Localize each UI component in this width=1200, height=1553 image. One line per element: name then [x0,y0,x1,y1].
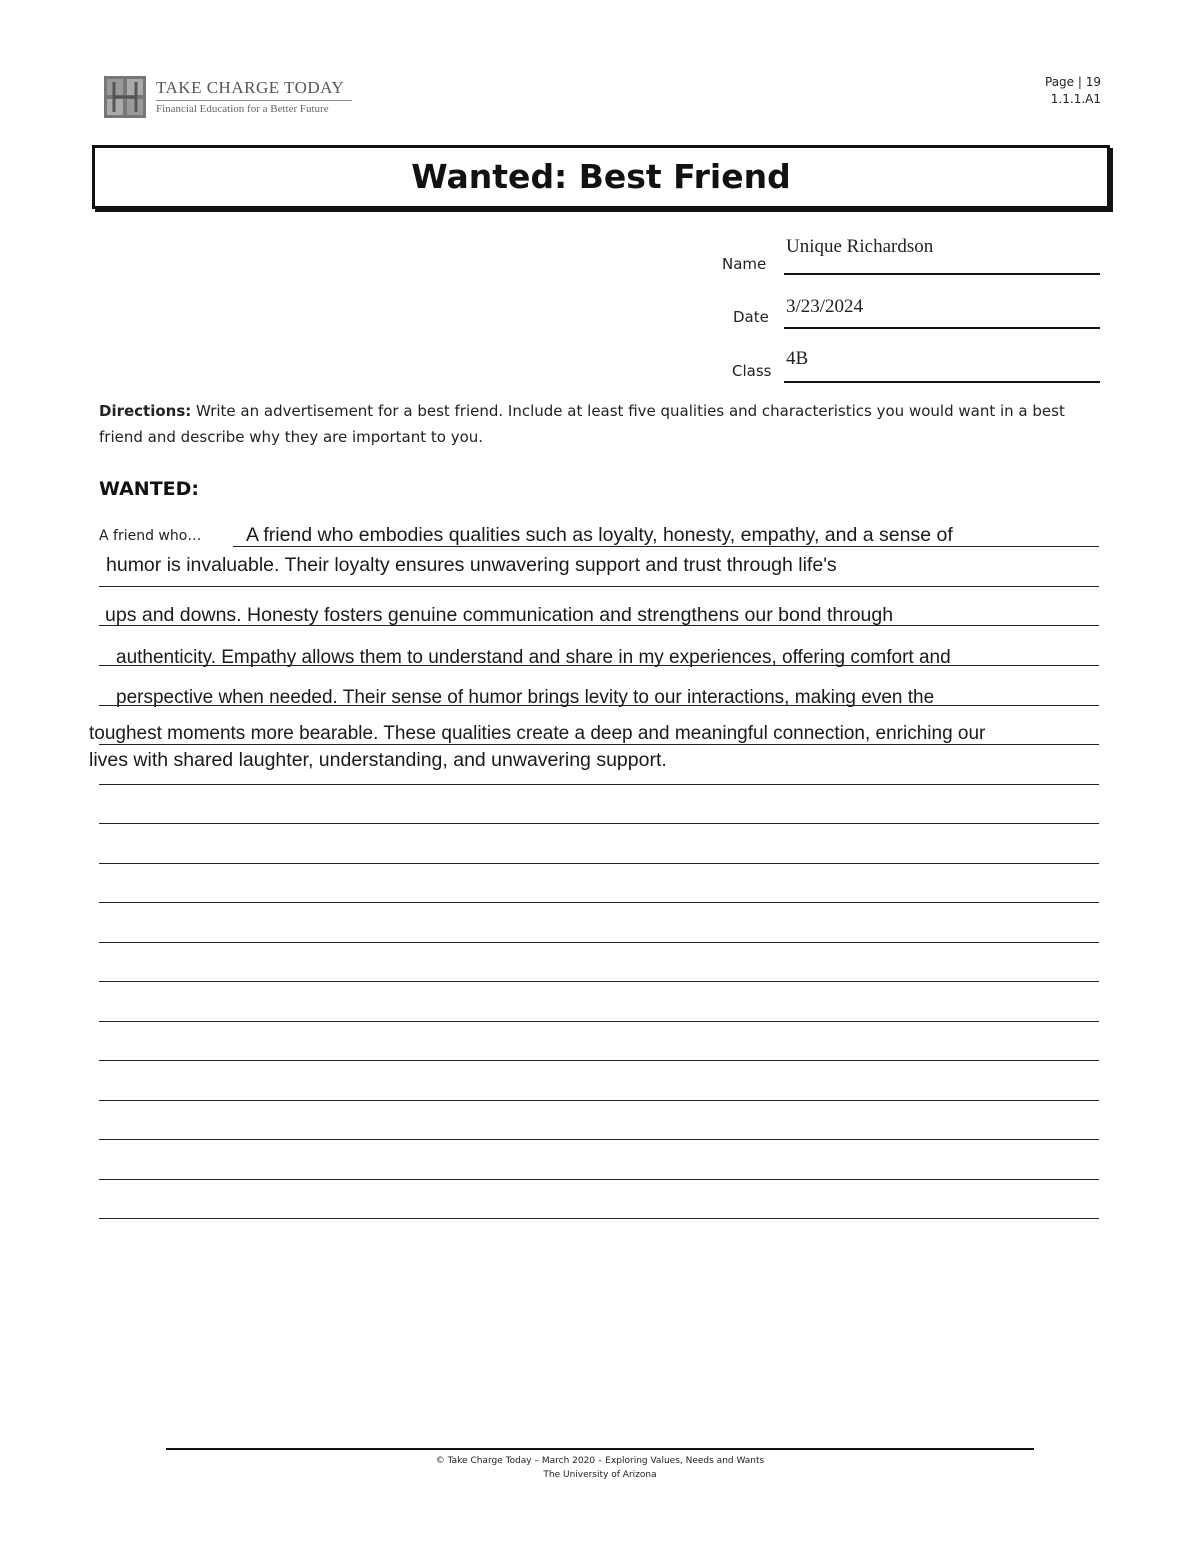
writing-line [99,1218,1099,1219]
page-code: 1.1.1.A1 [1050,92,1101,106]
writing-line [99,1060,1099,1061]
title-box [92,145,1110,209]
footer-university: The University of Arizona [543,1470,657,1480]
directions-text: Write an advertisement for a best friend. Include at least five qualities and characteristics you would want in a best friend and describe why they are important to you. [99,402,1065,446]
writing-line [99,863,1099,864]
date-underline [784,327,1100,329]
directions-lead: Directions: [99,402,192,420]
name-label: Name [722,255,767,273]
logo-mark-icon [104,76,146,118]
friend-prompt: A friend who… [99,528,202,544]
writing-line [99,1100,1099,1101]
writing-line [99,1179,1099,1180]
answer-line[interactable]: lives with shared laughter, understanding, and unwavering support. [89,749,667,771]
logo-divider [156,100,352,101]
class-label: Class [732,362,772,380]
page-number: Page | 19 [1045,75,1101,89]
logo-subtitle: Financial Education for a Better Future [156,103,329,115]
writing-line [99,981,1099,982]
name-underline [784,273,1100,275]
directions [99,398,1099,450]
writing-line [99,1021,1099,1022]
writing-line [99,942,1099,943]
answer-line[interactable]: ups and downs. Honesty fosters genuine communication and strengthens our bond through [105,604,894,626]
answer-line[interactable]: A friend who embodies qualities such as loyalty, honesty, empathy, and a sense of [246,524,953,546]
date-label: Date [733,308,769,326]
name-value[interactable]: Unique Richardson [786,236,934,257]
class-value[interactable]: 4B [786,348,809,369]
logo-title: TAKE CHARGE TODAY [156,78,345,97]
page-info [1045,74,1101,108]
writing-line [99,1139,1099,1140]
writing-line [99,823,1099,824]
answer-line[interactable]: humor is invaluable. Their loyalty ensures unwavering support and trust through life's [106,554,837,576]
writing-line [99,586,1099,587]
class-underline [784,381,1100,383]
writing-line [99,784,1099,785]
writing-line [99,902,1099,903]
answer-line[interactable]: toughest moments more bearable. These qualities create a deep and meaningful connection, enriching our [89,723,986,744]
footer-divider [166,1448,1034,1450]
page-title: Wanted: Best Friend [411,157,791,196]
date-value[interactable]: 3/23/2024 [786,296,864,317]
footer-copyright: © Take Charge Today – March 2020 – Exploring Values, Needs and Wants [435,1456,765,1466]
wanted-heading: WANTED: [99,478,200,500]
answer-line[interactable]: perspective when needed. Their sense of humor brings levity to our interactions, making even the [116,687,935,708]
answer-line[interactable]: authenticity. Empathy allows them to understand and share in my experiences, offering comfort and [116,647,951,668]
take-charge-today-logo [104,76,364,122]
